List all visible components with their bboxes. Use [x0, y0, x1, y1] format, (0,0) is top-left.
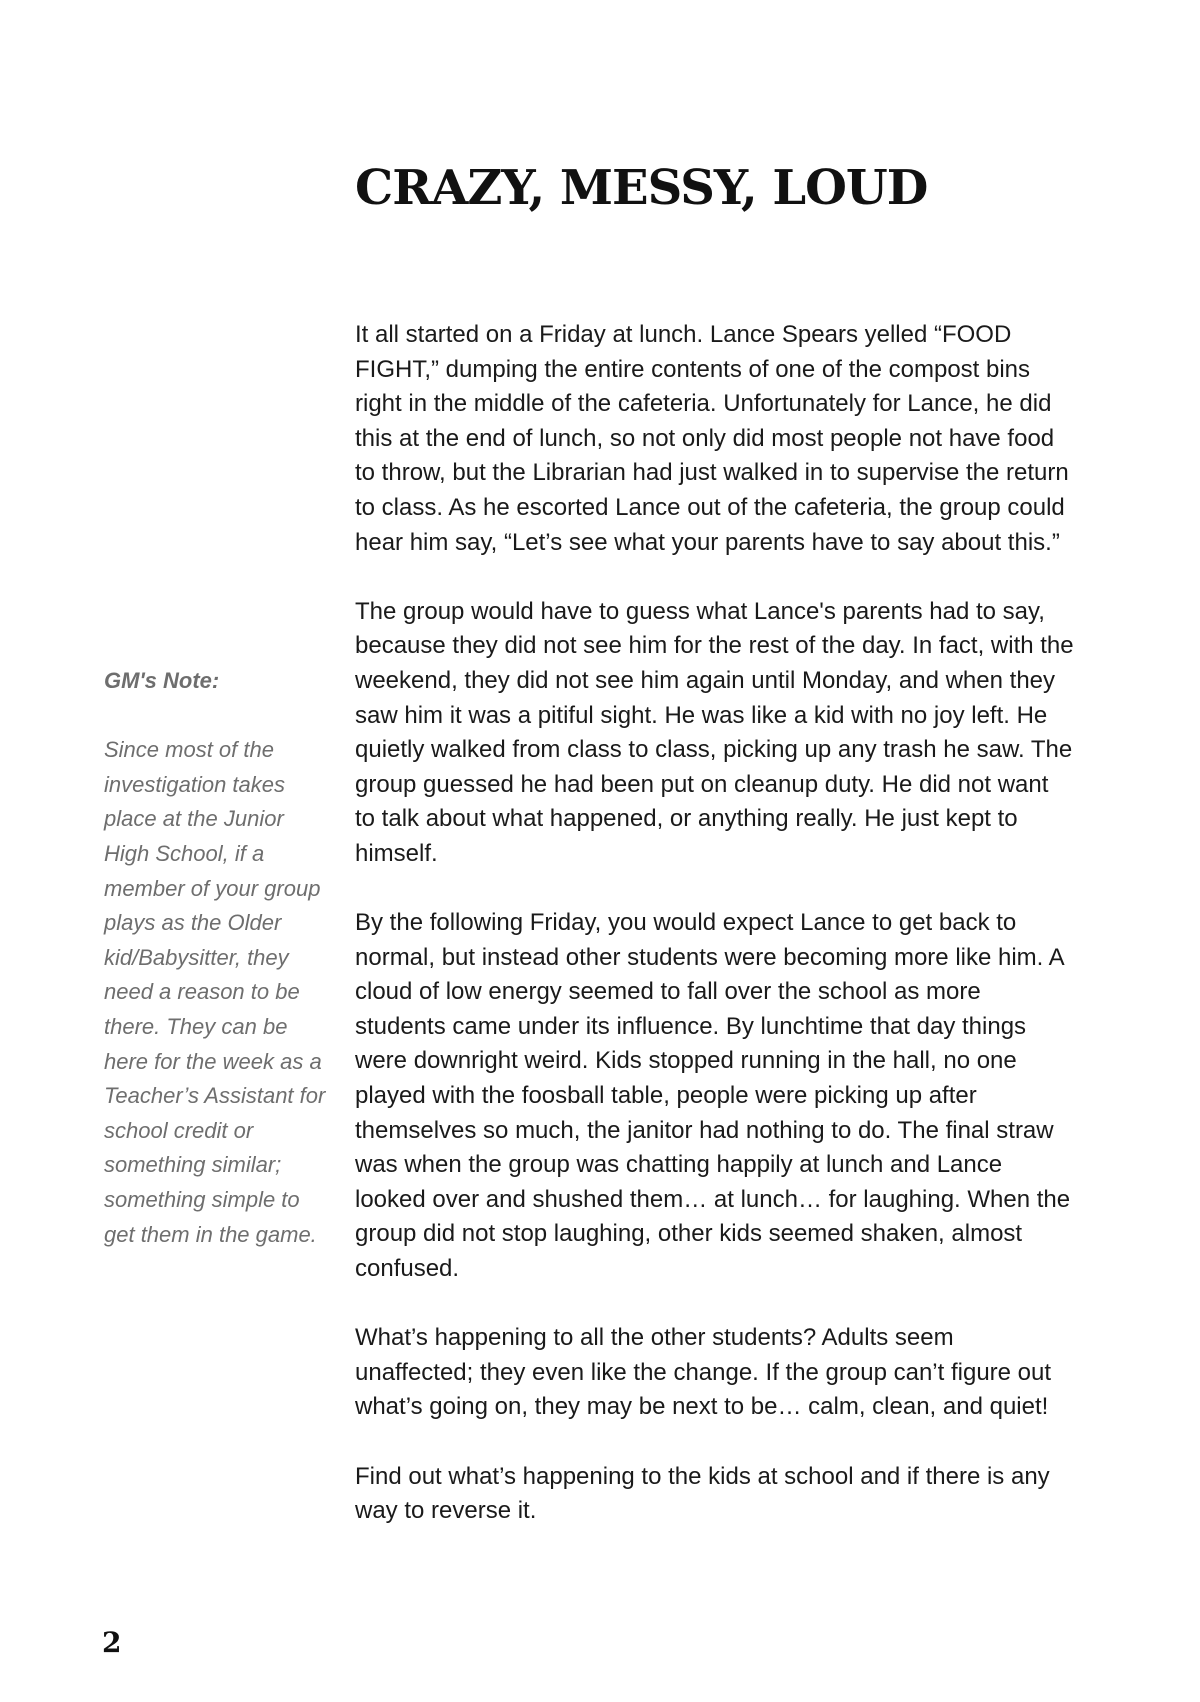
- body-text: [355, 318, 1075, 1563]
- gm-note-body: Since most of the investigation takes place at the Junior High School, if a member of your group plays as the Older kid/Babysitter, they need a reason to be there. They can be here for the week as a Teacher’s Assistant for school credit or something similar; something simple to get them in the game.: [104, 737, 326, 1247]
- paragraph-1: It all started on a Friday at lunch. Lance Spears yelled “FOOD FIGHT,” dumping the entire contents of one of the compost bins right in the middle of the cafeteria. Unfortunately for Lance, he did this at the end of lunch, so not only did most people not have food to throw, but the Librarian had just walked in to supervise the return to class. As he escorted Lance out of the cafeteria, the group could hear him say, “Let’s see what your parents have to say about this.”: [355, 321, 1069, 556]
- paragraph-3: By the following Friday, you would expect Lance to get back to normal, but instead other students were becoming more like him. A cloud of low energy seemed to fall over the school as more students came under its influence. By lunchtime that day things were downright weird. Kids stopped running in the hall, no one played with the foosball table, people were picking up after themselves so much, the janitor had nothing to do. The final straw was when the group was chatting happily at lunch and Lance looked over and shushed them… at lunch… for laughing. When the group did not stop laughing, other kids seemed shaken, almost confused.: [355, 909, 1071, 1283]
- gm-note-sidebar: [104, 664, 329, 1252]
- page-title: CRAZY, MESSY, LOUD: [355, 160, 928, 216]
- paragraph-2: The group would have to guess what Lance's parents had to say, because they did not see him for the rest of the day. In fact, with the weekend, they did not see him again until Monday, and when they saw him it was a pitiful sight. He was like a kid with no joy left. He quietly walked from class to class, picking up any trash he saw. The group guessed he had been put on cleanup duty. He did not want to talk about what happened, or anything really. He just kept to himself.: [355, 597, 1074, 867]
- paragraph-4: What’s happening to all the other students? Adults seem unaffected; they even like the change. If the group can’t figure out what’s going on, they may be next to be… calm, clean, and quiet!: [355, 1324, 1052, 1421]
- gm-note-heading: GM's Note:: [104, 668, 220, 693]
- page-number: 2: [102, 1626, 122, 1659]
- paragraph-5: Find out what’s happening to the kids at school and if there is any way to reverse it.: [355, 1462, 1050, 1525]
